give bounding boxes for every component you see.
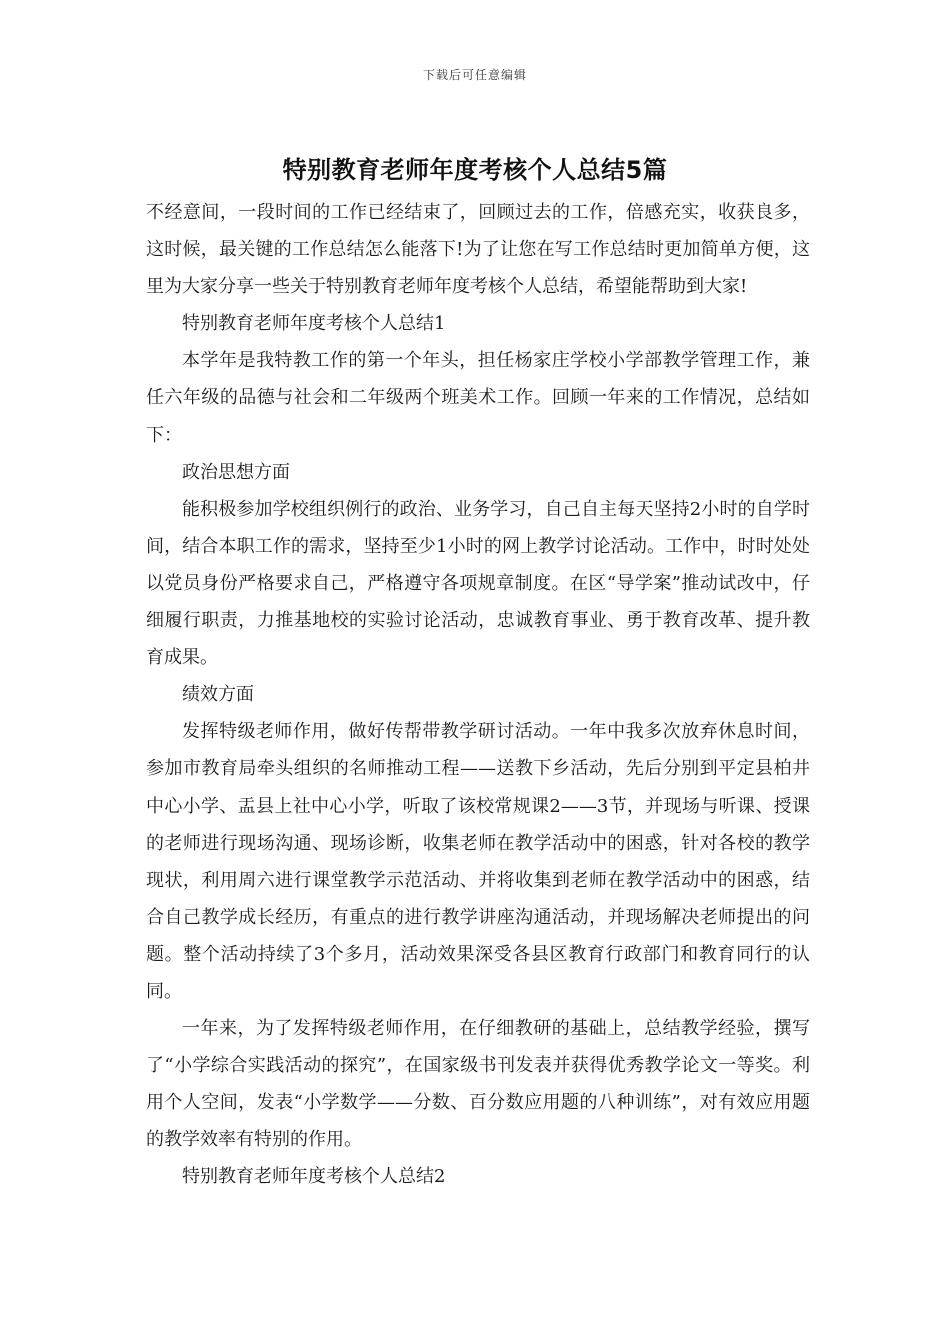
body-paragraph: 政治思想方面 (182, 461, 290, 483)
body-paragraph: 特别教育老师年度考核个人总结2 (182, 1166, 446, 1188)
body-paragraph: 本学年是我特教工作的第一个年头，担任杨家庄学校小学部教学管理工作，兼任六年级的品德与社会和二年级两个班美术工作。回顾一年来的工作情况，总结如下： (146, 350, 810, 446)
body-paragraph: 特别教育老师年度考核个人总结1 (182, 313, 446, 335)
body-paragraph: 绩效方面 (182, 684, 254, 706)
body-paragraph: 发挥特级老师作用，做好传帮带教学研讨活动。一年中我多次放弃休息时间，参加市教育局牵头组织的名师推动工程——送教下乡活动，先后分别到平定县柏井中心小学、盂县上社中心小学，听取了该校常规课2——3节，并现场与听课、授课的老师进行现场沟通、现场诊断，收集老师在教学活动中的困惑，针对各校的教学现状，利用周六进行课堂教学示范活动、并将收集到老师在教学活动中的困惑，结合自己教学成长经历，有重点的进行教学讲座沟通活动，并现场解决老师提出的问题。整个活动持续了3个多月，活动效果深受各县区教育行政部门和教育同行的认同。 (146, 721, 810, 1002)
document-title: 特别教育老师年度考核个人总结5篇 (282, 156, 668, 184)
body-paragraph: 能积极参加学校组织例行的政治、业务学习，自己自主每天坚持2小时的自学时间，结合本职工作的需求，坚持至少1小时的网上教学讨论活动。工作中，时时处处以党员身份严格要求自己，严格遵守各项规章制度。在区“导学案”推动试改中，仔细履行职责，力推基地校的实验讨论活动，忠诚教育事业、勇于教育改革、提升教育成果。 (146, 498, 810, 669)
body-paragraph: 一年来，为了发挥特级老师作用，在仔细教研的基础上，总结教学经验，撰写了“小学综合实践活动的探究”，在国家级书刊发表并获得优秀教学论文一等奖。利用个人空间，发表“小学数学——分数、百分数应用题的八种训练”，对有效应用题的教学效率有特别的作用。 (146, 1018, 810, 1151)
document-body (146, 194, 810, 1196)
header-note: 下载后可任意编辑 (422, 68, 527, 82)
body-paragraph: 不经意间，一段时间的工作已经结束了，回顾过去的工作，倍感充实，收获良多，这时候，最关键的工作总结怎么能落下!为了让您在写工作总结时更加简单方便，这里为大家分享一些关于特别教育老师年度考核个人总结，希望能帮助到大家! (146, 202, 810, 298)
